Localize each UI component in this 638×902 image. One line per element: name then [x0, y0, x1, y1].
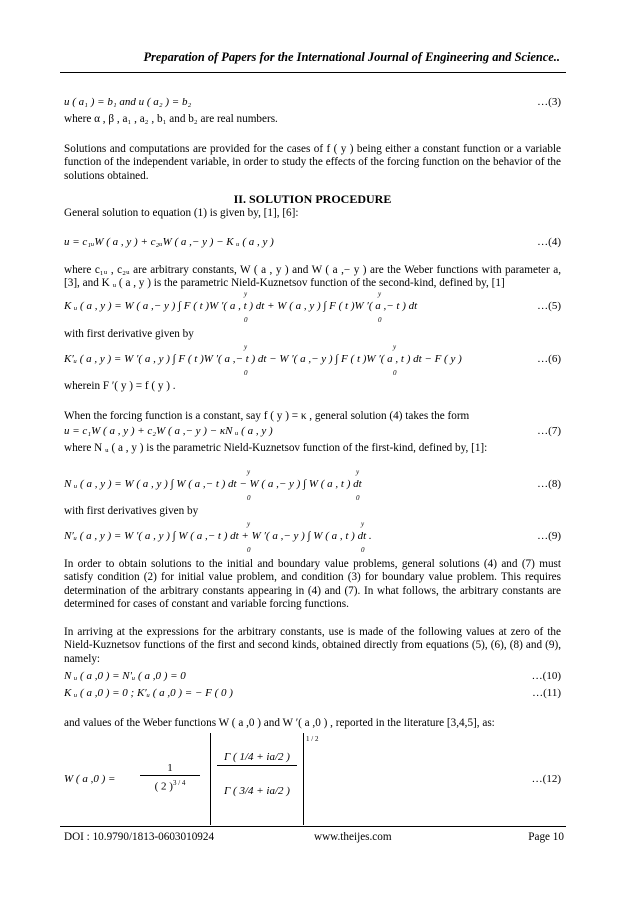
values-text: In arriving at the expressions for the arbitrary constants, use is made of the following values at zero of the Nield-Kuznetsov functions of the first and second kinds, obtained directly from equations (5), (6), (8) and (9), namely:	[64, 626, 561, 665]
where-c-paragraph	[64, 264, 561, 291]
footer-website[interactable]: www.theijes.com	[314, 831, 392, 843]
equation-9-body: N′ᵤ ( a , y ) = W ′( a , y ) ∫ W ( a ,− t ) dt + W ′( a ,− y ) ∫ W ( a , t ) dt .	[64, 530, 372, 542]
equation-11-number: …(11)	[532, 687, 561, 699]
equation-7	[64, 425, 561, 441]
first-derivative-text: with first derivative given by	[64, 328, 194, 340]
conditions-paragraph	[64, 558, 561, 611]
conditions-text: In order to obtain solutions to the initial and boundary value problems, general solutions (4) and (7) must satisfy condition (2) for initial value problem, and condition (3) for boundary value problem. This requires determination of the arbitrary constants appearing in (4) and (7). In what follows, the arbitrary constants are determined for cases of constant and variable forcing functions.	[64, 558, 561, 610]
equation-9-number: …(9)	[537, 530, 561, 542]
integral-upper-limit: y	[393, 343, 397, 351]
integral-lower-limit: 0	[244, 369, 248, 377]
equation-10	[64, 670, 561, 686]
equation-3	[64, 96, 561, 112]
equation-6-number: …(6)	[537, 353, 561, 365]
first-derivative-line	[64, 328, 561, 341]
section-title: II. SOLUTION PROCEDURE	[233, 192, 392, 206]
equation-12	[64, 733, 561, 825]
integral-lower-limit: 0	[247, 494, 251, 502]
equation-8	[64, 468, 561, 502]
equation-6-body: K′ᵤ ( a , y ) = W ′( a , y ) ∫ F ( t )W ′( a ,− t ) dt − W ′( a ,− y ) ∫ F ( t )W ′( a , t ) dt − F ( y )	[64, 353, 462, 365]
gamma-numerator: Γ ( 1/4 + ia/2 )	[217, 751, 297, 766]
coefficient-numerator: 1	[140, 761, 200, 776]
coefficient-denominator-base: ( 2 )	[154, 780, 173, 793]
header-rule	[60, 72, 566, 73]
footer-doi: DOI : 10.9790/1813-0603010924	[64, 831, 215, 843]
constant-case-text: When the forcing function is a constant, say f ( y ) = κ , general solution (4) takes the form	[64, 410, 470, 422]
equation-4-body: u = c₁ᵤW ( a , y ) + c₂ᵤW ( a ,− y ) − K ᵤ ( a , y )	[64, 236, 274, 248]
equation-11-body: K ᵤ ( a ,0 ) = 0 ; K′ᵤ ( a ,0 ) = − F ( 0 )	[64, 687, 233, 699]
integral-upper-limit: y	[378, 290, 382, 298]
equation-5-body: K ᵤ ( a , y ) = W ( a ,− y ) ∫ F ( t )W ′( a , t ) dt + W ( a , y ) ∫ F ( t )W ′( a ,− t ) dt	[64, 300, 418, 312]
where-real-line	[64, 113, 561, 126]
integral-upper-limit: y	[356, 468, 360, 476]
weber-values-line	[64, 717, 561, 730]
first-derivatives-line	[64, 505, 561, 518]
equation-12-coefficient	[140, 761, 200, 794]
equation-7-body: u = c₁W ( a , y ) + c₂W ( a ,− y ) − κN ᵤ ( a , y )	[64, 425, 273, 437]
equation-9	[64, 520, 561, 554]
equation-3-number: …(3)	[537, 96, 561, 108]
integral-upper-limit: y	[247, 520, 251, 528]
weber-values-text: and values of the Weber functions W ( a ,0 ) and W ′( a ,0 ) , reported in the literature [3,4,5], as:	[64, 717, 495, 729]
equation-10-number: …(10)	[531, 670, 561, 682]
equation-8-body: N ᵤ ( a , y ) = W ( a , y ) ∫ W ( a ,− t ) dt − W ( a ,− y ) ∫ W ( a , t ) dt	[64, 478, 362, 490]
values-paragraph	[64, 626, 561, 666]
cases-paragraph	[64, 143, 561, 183]
general-solution-intro	[64, 207, 561, 220]
constant-case-line	[64, 410, 561, 423]
equation-7-number: …(7)	[537, 425, 561, 437]
integral-upper-limit: y	[244, 290, 248, 298]
footer-page-number: Page 10	[528, 831, 564, 843]
integral-upper-limit: y	[244, 343, 248, 351]
coefficient-denominator	[140, 776, 200, 794]
wherein-text: wherein F ′( y ) = f ( y ) .	[64, 380, 176, 392]
integral-upper-limit: y	[247, 468, 251, 476]
integral-lower-limit: 0	[356, 494, 360, 502]
equation-3-body: u ( a₁ ) = b₁ and u ( a₂ ) = b₂	[64, 96, 192, 108]
equation-11	[64, 687, 561, 703]
integral-upper-limit: y	[361, 520, 365, 528]
coefficient-denominator-exponent: 3 / 4	[172, 779, 186, 787]
equation-5	[64, 290, 561, 324]
general-solution-text: General solution to equation (1) is given by, [1], [6]:	[64, 207, 299, 219]
wherein-line	[64, 380, 561, 393]
running-header: Preparation of Papers for the International Journal of Engineering and Science..	[143, 50, 560, 64]
where-c-text: where c₁ᵤ , c₂ᵤ are arbitrary constants, W ( a , y ) and W ( a ,− y ) are the Weber functions with parameter a, [3], and K ᵤ ( a , y ) is the parametric Nield-Kuznetsov function of the second-kind, defined by, [1]	[64, 264, 561, 290]
integral-lower-limit: 0	[378, 316, 382, 324]
cases-text: Solutions and computations are provided for the cases of f ( y ) being either a constant function or a variable function of the independent variable, in order to study the effects of the forcing function on the behavior of the solutions obtained.	[64, 143, 561, 182]
footer-rule	[60, 826, 566, 827]
integral-lower-limit: 0	[244, 316, 248, 324]
equation-12-number: …(12)	[531, 773, 561, 785]
equation-6	[64, 343, 561, 377]
gamma-ratio	[210, 733, 304, 825]
equation-8-number: …(8)	[537, 478, 561, 490]
integral-lower-limit: 0	[361, 546, 365, 554]
where-N-text: where N ᵤ ( a , y ) is the parametric Nield-Kuznetsov function of the first-kind, defined by, [1]:	[64, 442, 488, 454]
equation-5-number: …(5)	[537, 300, 561, 312]
where-N-line	[64, 442, 561, 455]
equation-12-lhs: W ( a ,0 ) =	[64, 773, 116, 785]
gamma-denominator: Γ ( 3/4 + ia/2 )	[224, 785, 290, 797]
integral-lower-limit: 0	[247, 546, 251, 554]
equation-4-number: …(4)	[537, 236, 561, 248]
footer	[64, 831, 564, 845]
equation-10-body: N ᵤ ( a ,0 ) = N′ᵤ ( a ,0 ) = 0	[64, 670, 186, 682]
equation-12-exponent: 1 / 2	[306, 735, 319, 743]
integral-lower-limit: 0	[393, 369, 397, 377]
first-derivatives-text: with first derivatives given by	[64, 505, 199, 517]
where-real-text: where α , β , a₁ , a₂ , b₁ and b₂ are real numbers.	[64, 113, 278, 125]
equation-4	[64, 236, 561, 252]
